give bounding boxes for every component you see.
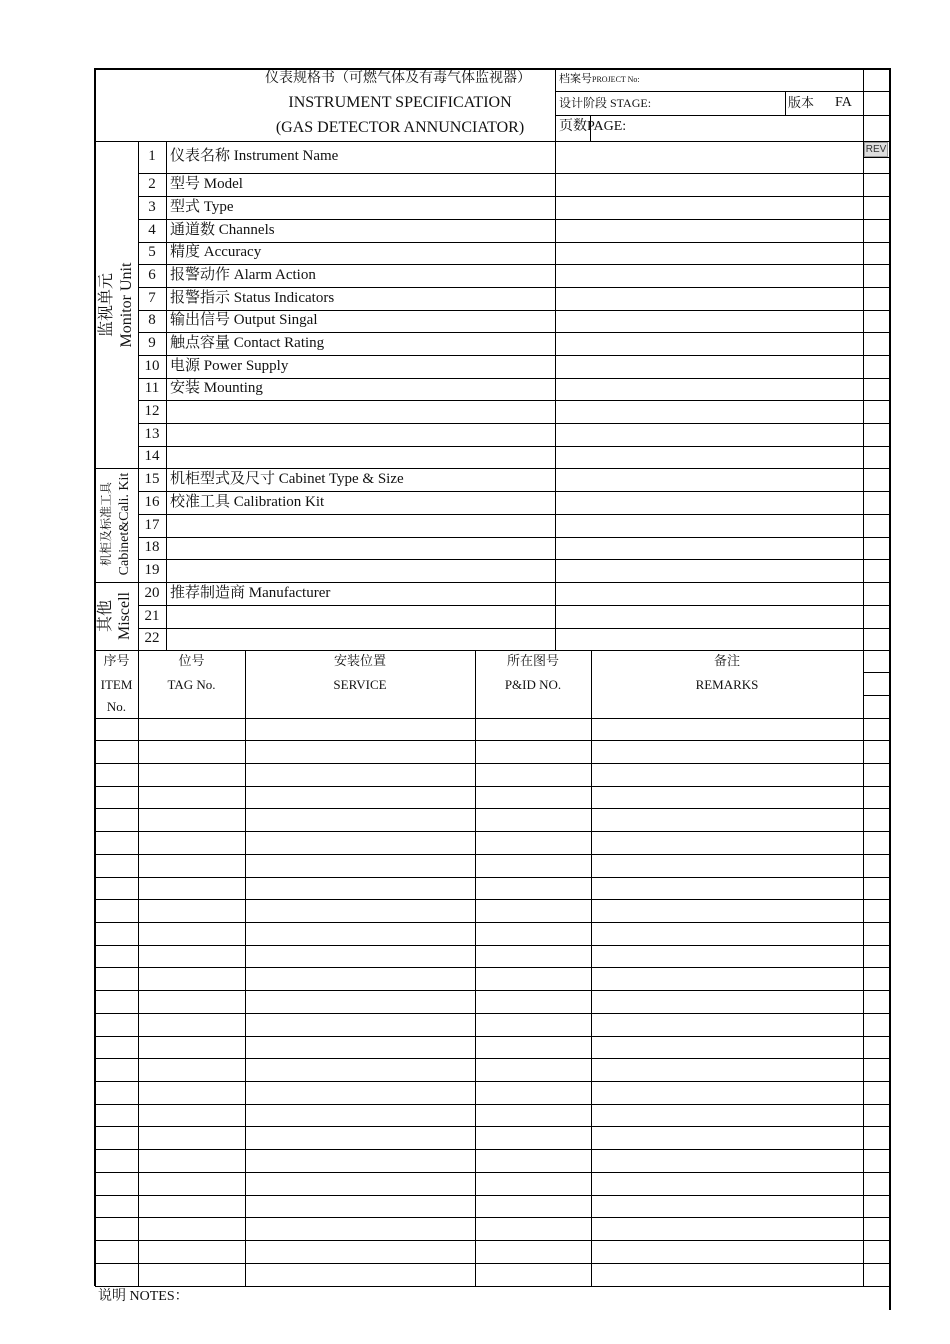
group-label-cabinet-cn: 机柜及标准工具 — [99, 482, 113, 567]
spec-row-number: 13 — [144, 425, 160, 442]
group-label-monitor-en: Monitor Unit — [118, 262, 135, 348]
notes-label: 说明 NOTES： — [98, 1289, 189, 1304]
tag-col-header-en: TAG No. — [167, 677, 216, 692]
spec-row-line — [138, 310, 890, 311]
tag-col-header-cn: 安装位置 — [333, 653, 386, 668]
group-label-miscell-en: Miscell — [116, 592, 133, 640]
table-row — [95, 831, 890, 832]
spec-row-label: 输出信号 Output Singal — [170, 312, 318, 328]
table-row — [95, 854, 890, 855]
table-row — [95, 1172, 890, 1173]
header-line — [555, 115, 890, 116]
spec-row-label: 安装 Mounting — [170, 380, 263, 396]
spec-row-number: 17 — [144, 516, 160, 533]
spec-row-label: 型式 Type — [170, 198, 234, 215]
table-row — [95, 1149, 890, 1150]
table-row — [95, 1013, 890, 1014]
rev-label: REV — [865, 144, 887, 155]
tag-table-bottom — [95, 1286, 890, 1287]
spec-row-line — [138, 491, 890, 492]
spec-row-number: 5 — [148, 244, 156, 260]
table-row — [95, 1126, 890, 1127]
stage-label: 设计阶段 STAGE: — [559, 96, 652, 110]
page-label: 页数PAGE: — [559, 119, 627, 134]
title-cn: 仪表规格书（可燃气体及有毒气体监视器） — [265, 71, 531, 86]
table-row — [95, 922, 890, 923]
table-row — [95, 1217, 890, 1218]
table-row — [95, 1240, 890, 1241]
tag-col-header-cn: 序号 — [103, 653, 130, 668]
table-row — [95, 967, 890, 968]
spec-row-number: 16 — [144, 493, 160, 510]
tag-col-header-en2: No. — [106, 699, 127, 714]
header-top-border — [95, 68, 890, 70]
table-row — [95, 990, 890, 991]
tag-col-header-cn: 位号 — [178, 653, 205, 668]
table-row — [95, 740, 890, 741]
tag-header-bottom — [95, 718, 890, 719]
spec-row-line — [138, 423, 890, 424]
right-border — [889, 68, 891, 1310]
spec-row-number: 12 — [144, 402, 160, 419]
group-label-monitor-cn: 监视单元 — [98, 273, 115, 338]
table-row — [95, 786, 890, 787]
version-label: 版本 — [788, 95, 815, 110]
spec-row-label: 精度 Accuracy — [170, 244, 262, 260]
spec-row-number: 9 — [148, 334, 156, 351]
spec-row-label: 报警动作 Alarm Action — [170, 266, 316, 283]
spec-row-line — [138, 537, 890, 538]
spec-row-number: 4 — [148, 221, 156, 238]
spec-row-number: 21 — [144, 607, 160, 624]
tag-col-header-en: ITEM — [100, 677, 133, 692]
spec-row-number: 6 — [148, 266, 156, 283]
spec-row-number: 2 — [148, 175, 156, 192]
tag-col-header-cn: 备注 — [713, 653, 740, 668]
spec-row-label: 校准工具 Calibration Kit — [170, 493, 325, 510]
header-line — [555, 91, 890, 92]
spec-row-line — [138, 446, 890, 447]
spec-row-line — [95, 650, 890, 652]
spec-row-label: 通道数 Channels — [170, 221, 275, 238]
spec-row-number: 7 — [148, 289, 156, 306]
spec-row-number: 3 — [148, 198, 156, 215]
table-row — [95, 899, 890, 900]
version-value: FA — [835, 95, 852, 110]
spec-row-label: 电源 Power Supply — [170, 357, 289, 374]
spec-row-line — [138, 332, 890, 333]
spec-row-line — [138, 400, 890, 401]
table-row — [95, 1104, 890, 1105]
spec-row-number: 18 — [144, 539, 160, 555]
table-row — [95, 877, 890, 878]
spec-row-label: 型号 Model — [170, 175, 243, 192]
spec-row-line — [95, 582, 890, 584]
tag-col-header-en: P&ID NO. — [504, 677, 562, 692]
rev-column-line — [863, 91, 864, 650]
table-row — [95, 1058, 890, 1059]
group-label-cabinet-en: Cabinet&Cali. Kit — [117, 472, 132, 576]
title-en: INSTRUMENT SPECIFICATION — [288, 94, 512, 111]
table-row — [95, 1263, 890, 1264]
spec-row-number: 15 — [144, 470, 160, 487]
spec-row-number: 20 — [144, 584, 160, 601]
spec-row-line — [138, 514, 890, 515]
spec-row-number: 8 — [148, 312, 156, 328]
spec-row-label: 推荐制造商 Manufacturer — [170, 584, 331, 601]
rev-column-line — [863, 68, 864, 91]
spec-top-line — [95, 141, 890, 143]
spec-row-line — [138, 355, 890, 356]
spec-row-label: 报警指示 Status Indicators — [170, 289, 335, 306]
spec-row-number: 10 — [144, 357, 160, 374]
spec-row-line — [138, 219, 890, 220]
table-row — [95, 1195, 890, 1196]
spec-row-number: 1 — [148, 148, 156, 164]
tag-col-header-en: REMARKS — [695, 677, 759, 692]
table-row — [95, 1081, 890, 1082]
spec-row-line — [138, 378, 890, 379]
spec-row-label: 机柜型式及尺寸 Cabinet Type & Size — [170, 470, 404, 487]
spec-row-number: 19 — [144, 561, 160, 578]
table-row — [95, 808, 890, 809]
project-no-label: 档案号PROJECT No: — [559, 73, 640, 85]
spec-row-line — [138, 242, 890, 243]
subtitle-en: (GAS DETECTOR ANNUNCIATOR) — [275, 119, 525, 136]
spec-row-line — [138, 264, 890, 265]
spec-row-line — [138, 628, 890, 629]
spec-row-line — [138, 287, 890, 288]
spec-row-line — [138, 196, 890, 197]
project-no-en: PROJECT No: — [592, 75, 640, 84]
spec-row-line — [95, 468, 890, 470]
left-border — [94, 68, 96, 1286]
rev-row-line — [863, 695, 890, 696]
table-row — [95, 945, 890, 946]
table-row — [95, 1036, 890, 1037]
spec-row-label: 触点容量 Contact Rating — [170, 334, 325, 351]
spec-row-line — [138, 605, 890, 606]
spec-row-number: 14 — [144, 448, 160, 464]
tag-col-header-cn: 所在图号 — [506, 653, 559, 668]
rev-row-line — [863, 157, 890, 158]
table-row — [95, 763, 890, 764]
spec-row-label: 仪表名称 Instrument Name — [170, 148, 339, 164]
spec-row-number: 11 — [144, 380, 160, 396]
spec-row-line — [138, 559, 890, 560]
rev-row-line — [863, 672, 890, 673]
spec-row-number: 22 — [144, 630, 160, 646]
tag-col-header-en: SERVICE — [333, 677, 387, 692]
version-divider — [785, 91, 786, 115]
value-column-line — [555, 141, 556, 650]
spec-row-line — [138, 173, 890, 174]
group-label-miscell-cn: 其他 — [97, 600, 114, 633]
